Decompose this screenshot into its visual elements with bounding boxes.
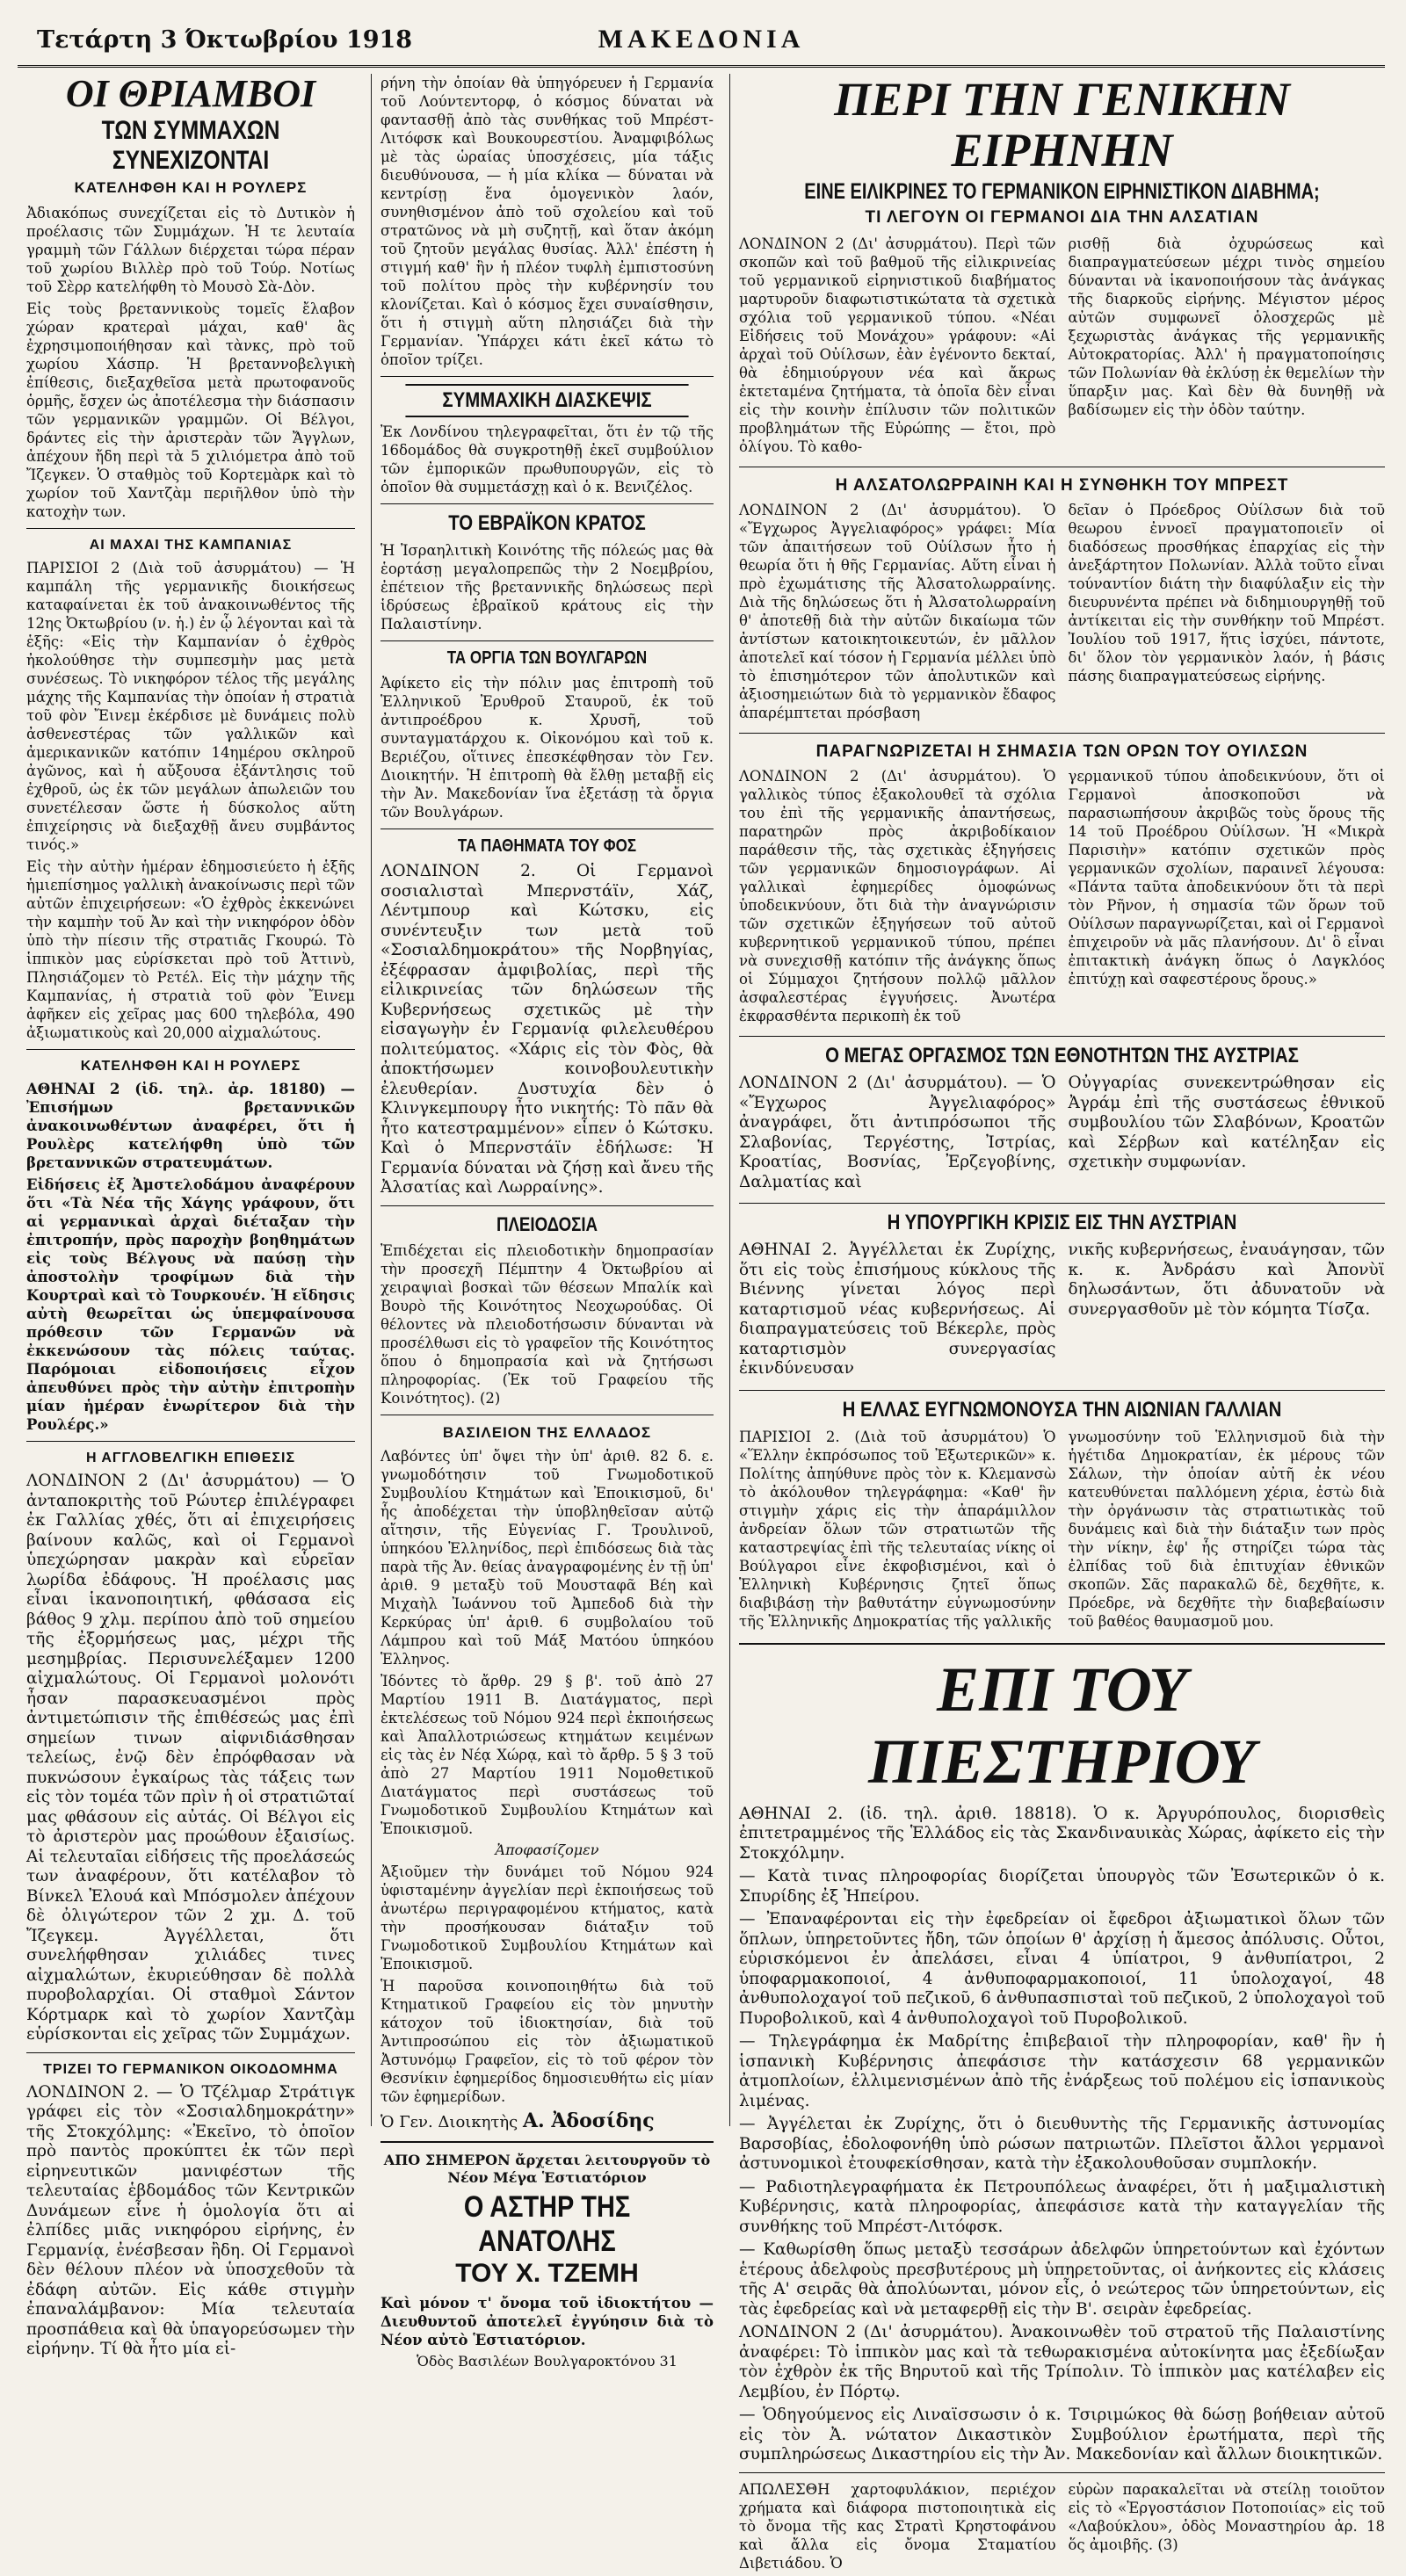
article-text: ΠΑΡΙΣΙΟΙ 2. (Διὰ τοῦ ἀσυρμάτου) Ὁ «Ἕλλην ἐκπρόσωπος τοῦ Ἐξωτερικῶν» κ. Πολίτης ἀπηύθυνε πρὸς τὸν κ. Κλεμανσὼ τὸ ἀκόλουθον τηλεγράφημα: «Καθ' ἣν στιγμὴν χάρις εἰς τὴν ἀπαράμιλλον ἀνδρείαν ὅλων τῶν στρατιωτῶν τῆς καταστρεψίας ἐπὶ τῆς τελευταίας νίκης οἱ Βούλγαροι εἶνε ἐκφοβισμένοι, καὶ ὁ Ἑλληνικὴ Κυβέρνησις ζητεῖ ὅπως διαβιβάσῃ τὴν βαθυτάτην εὐγνωμοσύνην τῆς Ἑλληνικῆς Δημοκρατίας τῆς γαλλικῆς xyxy=(739,1428,1056,1630)
article-text: ΑΘΗΝΑΙ 2 (ἰδ. τηλ. ἀρ. 18180) — Ἐπισήμων βρεταννικῶν ἀνακοινωθέντων ἀναφέρει, ὅτι ἡ Ρουλὲρς κατελήφθη ὑπὸ τῶν βρεταννικῶν στρατευμάτων. xyxy=(26,1081,355,1171)
section-heading: ΤΑ ΠΑΘΗΜΑΤΑ ΤΟΥ ΦΟΣ xyxy=(457,836,637,856)
article-text: Εἰς τὴν αὐτὴν ἡμέραν ἐδημοσιεύετο ἡ ἑξῆς ἡμιεπίσημος γαλλικὴ ἀνακοίνωσις περὶ τῶν αὐτῶν ἐπιχειρήσεων: «Ὁ ἐχθρὸς ἐκκενώνει τὴν καμπὴν τοῦ Ἀν καὶ τὴν νικηφόρον ὁδὸν ὑπὸ τὴν πίεσιν τῆς στρατιᾶς Γκουρώ. Τὸ ἱππικὸν μας εὑρίσκεται πρὸ τοῦ Ἀττινὺ, Πλησιάζομεν τὸ Ρετέλ. Εἰς τὴν μάχην τῆς Καμπανίας, ἡ στρατιὰ τοῦ φὸν Ἔινεμ ἀφῆκεν εἰς χεῖρας μας 600 τηλεβόλα, 490 ἀξιωματικοὺς καὶ 20,000 αἰχμαλώτους. xyxy=(26,858,355,1041)
article-text: ρισθῇ διὰ ὀχυρώσεως καὶ διαπραγματεύσεων μέχρι τινὸς σημείου δύνανται νὰ ἱκανοποιήσουν τὰς ἀνάγκας τῆς διαρκοῦς εἰρήνης. Μέγιστον μέρος αὐτῶν συμφωνεῖ ὁλοσχερῶς μὲ ξεχωριστὰς ἀνάγκας τῆς γερμανικῆς Αὐτοκρατορίας. Ἀλλ' ἡ πραγματοποίησις τῶν Πολωνίαν θὰ ἐκλύσῃ ἐκ θεμελίων τὴν ὕπαρξιν μας. Καὶ δὲν θὰ δυνηθῇ νὰ βαδίσωμεν εἰς τὴν ὁδὸν ταύτην. xyxy=(1068,235,1385,418)
section-heading: ΤΡΙΖΕΙ ΤΟ ΓΕΡΜΑΝΙΚΟΝ ΟΙΚΟΔΟΜΗΜΑ xyxy=(43,2061,338,2077)
article-text: Εἰς τοὺς βρεταννικοὺς τομεῖς ἔλαβον χώραν κρατεραὶ μάχαι, καθ' ἃς ἐχρησιμοποιήθησαν καὶ τὰνκς, πρὸ τοῦ χωρίου Χάσπρ. Ἡ βρεταννοβελγικὴ ἐπίθεσις, διεξαχθεῖσα μετὰ πρωτοφανοῦς ὁρμῆς, ἔσχεν ὡς ἀποτέλεσμα τὴν διάσπασιν τῶν γερμανικῶν γραμμῶν. Οἱ Βέλγοι, δράντες εἰς τὴν ἀριστερὰν τῶν Ἄγγλων, ἀπέχουν ἤδη περὶ τὰ 5 χιλιόμετρα ἀπὸ τοῦ Ἴζεγκεν. Ὁ σταθμὸς τοῦ Κορτεμὰρκ καὶ τὸ χωρίον τοῦ Χαντζὰμ περιῆλθον ὑπὸ τὴν κατοχὴν των. xyxy=(26,300,355,520)
article-text: ΛΟΝΔΙΝΟΝ 2 (Δι' ἀσυρμάτου) — Ὁ ἀνταποκριτὴς τοῦ Ρώυτερ ἐπιλέγραφει ἐκ Γαλλίας χθές, ὅτι αἱ ἐπιχειρήσεις βαίνουν καλῶς, καὶ οἱ Γερμανοὶ ὑπεχώρησαν μακρὰν καὶ εὗρεῖαν λωρίδα ἐδάφους. Ἡ προέλασις μας εἶναι ἱκανοποιητική, φθάσασα εἰς βάθος 9 χλμ. περίπου ἀπὸ τοῦ σημείου τῆς ἐξορμήσεως μας, μέχρι τῆς μεσημβρίας. Περισυνελέξαμεν 1200 αἰχμαλώτους. Οἱ Γερμανοὶ μολονότι ἦσαν παρασκευασμένοι πρὸς ἀντιμετώπισιν τῆς ἐπιθέσεώς μας ἐπὶ σημείων τινων αἰφνιδιάσθησαν τελείως, ἐνῷ δὲν ἐπρόφθασαν νὰ πυκνώσουν ἐγκαίρως τὰς τάξεις των εἰς τὸν τομέα τῶν πρὶν ἡ οἱ στρατιῶταί μας φθάσουν εἰς αὐτάς. Οἱ Βέλγοι εἰς τὸ ἀριστερὸν μας προώθουν ἐξαισίως. Αἱ τελευταῖαι εἰδήσεις τῆς προελάσεώς των ἀναφέρουν, ὅτι κατέλαβον τὸ Βίνκελ Ἐλουά καὶ Μπόσμολεν ἀπέχουν δὲ ὀλιγώτερον τῶν 2 χμ. Δ. τοῦ Ἴζεγκεμ. Ἀγγέλλεται, ὅτι συνελήφθησαν χιλιάδες τινες αἰχμαλώτων, ἐκυριεύθησαν δὲ πολλὰ πυροβολαρχίαι. Οἱ σταθμοὶ Σάντον Κόρτμαρκ καὶ τὸ χωρίον Χαντζὰμ εὑρίσκονται εἰς χεῖρας τῶν Συμμάχων. xyxy=(26,1472,355,2044)
article-text: — Τηλεγράφημα ἐκ Μαδρίτης ἐπιβεβαιοῖ τὴν πληροφορίαν, καθ' ἣν ἡ ἱσπανικὴ Κυβέρνησις ἀπεφάσισε τὴν κατάσχεσιν 68 γερμανικῶν ἀτμοπλοίων, ἐλλιμενισμένων ἀπὸ τῆς ἐνάρξεως τοῦ πολέμου εἰς ἱσπανικοὺς λιμένας. xyxy=(739,2032,1385,2110)
article-two-col xyxy=(739,1428,1385,1634)
signature-label: Ὁ Γεν. Διοικητὴς xyxy=(380,2112,518,2131)
article-text: Ἀξιοῦμεν τὴν δυνάμει τοῦ Νόμου 924 ὑφισταμένην ἀγγελίαν περὶ ἐκποιήσεως τοῦ ἀνωτέρω περιγραφομένου κτήματος, κατὰ τὴν προσήκουσαν διάταξιν τοῦ Γνωμοδοτικοῦ Συμβουλίου Κτημάτων καὶ Ἐποικισμοῦ. xyxy=(380,1863,714,1972)
divider xyxy=(739,2472,1385,2473)
divider xyxy=(739,733,1385,734)
section-heading: ΤΟ ΕΒΡΑΪΚΟΝ ΚΡΑΤΟΣ xyxy=(448,511,646,535)
article-text: ΑΘΗΝΑΙ 2. Ἀγγέλλεται ἐκ Ζυρίχης, ὅτι εἰς τοὺς ἐπισήμους κύκλους τῆς Βιέννης γίνεται λόγος περὶ καταρτισμοῦ νέας κυβερνήσεως. Αἱ διαπραγματεύσεις τοῦ Βέκερλε, πρὸς καταρτισμὸν συνεργασίας ἐκινδύνευσαν xyxy=(739,1241,1056,1378)
article-text: γνωμοσύνην τοῦ Ἑλληνισμοῦ διὰ τὴν ἡγέτιδα Δημοκρατίαν, ἐκ μέρους τῶν Σάλων, τὴν ὁποίαν αὐτῆ ἐκ νέου κατευθύνεται παλλόμενη χέρια, ἐστὼ διὰ τὴν ὀργάνωσιν τὰς στρατιωτικὰς τοῦ δυνάμεις καὶ διὰ τὴν διάταξιν των πρὸς τὴν νίκην, ἐφ' ἧς στηρίζει τώρα τὰς ἐλπίδας τοῦ διὰ ἐπιτυχίαν ἐθνικῶν σκοπῶν. Σᾶς παρακαλῶ δὲ, δεχθῆτε, κ. Πρόεδρε, νὰ δεχθῆτε τὴν διαβεβαίωσιν τοῦ βαθέος θαυμασμοῦ μου. xyxy=(1068,1428,1385,1630)
article-text: ΛΟΝΔΙΝΟΝ 2. — Ὁ Τζέλμαρ Στράτιγκ γράφει εἰς τὸν «Σοσιαλδημοκράτην» τῆς Στοκχόλμης: «Ἐκεῖνο, τὸ ὁποῖον πρὸ παντὸς προκύπτει ἐκ τῶν περὶ εἰρηνευτικῶν μανιφέστων τῆς τελευταίας ἑβδομάδος τῶν Κεντρικῶν Δυνάμεων εἶνε ἡ ὁμολογία ὅτι αἱ ἐλπίδες μιᾶς νικηφόρου εἰρήνης, ἐν Γερμανίᾳ, ἐνέσβεσαν ἢδη. Οἱ Γερμανοὶ δὲν θέλουν πλέον νὰ ὑποσχεθοῦν τὰ ἐδάφη αὐτῶν. Εἰς κάθε στιγμὴν ἐπαναλάμβανον: Μία τελευταία προσπάθεια καὶ θὰ ὑπαγορεύσωμεν τὴν εἰρήνην. Τί θὰ ἦτο μία εἰ- xyxy=(26,2082,355,2358)
decision-label: Ἀποφασίζομεν xyxy=(495,1841,599,1858)
ad-text: Καὶ μόνον τ' ὄνομα τοῦ ἰδιοκτήτου — Διευθυντοῦ ἀποτελεῖ ἐγγύησιν διὰ τὸ Νέον αὐτὸ Ἑστιατόριον. xyxy=(380,2294,714,2348)
article-text: Ἐκ Λονδίνου τηλεγραφεῖται, ὅτι ἐν τῷ τῆς 16δομάδος θὰ συγκροτηθῇ ἐκεῖ συμβούλιον τῶν ἐμπορικῶν πρωθυπουργῶν, εἰς τὸ ὁποῖον θὰ συμμετάσχῃ καὶ ὁ κ. Βενιζέλος. xyxy=(380,423,714,496)
section-heading: Η ΑΓΓΛΟΒΕΛΓΙΚΗ ΕΠΙΘΕΣΙΣ xyxy=(85,1451,296,1465)
section-heading: Η ΕΛΛΑΣ ΕΥΓΝΩΜΟΝΟΥΣΑ ΤΗΝ ΑΙΩΝΙΑΝ ΓΑΛΛΙΑΝ xyxy=(842,1397,1282,1422)
signature-line xyxy=(380,2109,714,2132)
divider xyxy=(380,1205,714,1206)
article-text: Ἐπιδέχεται εἰς πλειοδοτικὴν δημοπρασίαν τὴν προσεχῆ Πέμπτην 4 Ὀκτωβρίου αἱ χειραψιαὶ βοσκαὶ τῶν θέσεων Μπαλίκ καὶ Βουρὸ τῆς Κοινότητος Νεοχωρούδας. Οἱ θέλοντες νὰ πλειοδοτήσωσιν δύνανται νὰ προσέλθωσι εἰς τὸ γραφεῖον τῆς Κοινότητος ὅπου ὁ δημοπρασία καὶ νὰ ζητήσωσι πληροφορίας. (Ἐκ τοῦ Γραφείου τῆς Κοινότητος). (2) xyxy=(380,1241,714,1407)
headline-allies: ΤΩΝ ΣΥΜΜΑΧΩΝ ΣΥΝΕΧΙΖΟΝΤΑΙ xyxy=(101,116,280,175)
issue-date: Τετάρτη 3 Όκτωβρίου 1918 xyxy=(37,26,413,54)
headline-peace: ΠΕΡΙ ΤΗΝ ΓΕΝΙΚΗΝ ΕΙΡΗΝΗΝ xyxy=(834,73,1290,177)
article-text: Οὐγγαρίας συνεκεντρώθησαν εἰς Ἀγράμ ἐπὶ τῆς συστάσεως ἐθνικοῦ συμβουλίου τῶν Σλαβόνων, Κροατῶν καὶ Σέρβων καὶ κατέληξαν εἰς σχετικὴν συμφωνίαν. xyxy=(1068,1074,1385,1171)
divider xyxy=(380,640,714,641)
article-text: Λαβόντες ὑπ' ὄψει τὴν ὑπ' ἀριθ. 82 δ. ε. γνωμοδότησιν τοῦ Γνωμοδοτικοῦ Συμβουλίου Κτημάτων καὶ Ἐποικισμοῦ, δι' ἧς ἀποδέχεται τὴν ὑποβληθεῖσαν αὐτῷ αἴτησιν, τῆς Εὐγενίας Γ. Τρουλινοῦ, ὑπηκόου Ἑλληνίδος, περὶ ἐπιδόσεως διὰ τὰς παρὰ τῆς Ἀν. θείας ἀναγραφομένης ἐν τῇ ὑπ' ἀριθ. 9 μεταξὺ τοῦ Μουσταφᾶ Βέη καὶ Μιχαὴλ Ἰωάννου τοῦ Ἀμπεδοδ διὰ τὴν Κερκύρας ὑπ' ἀριθ. 6 συμβολαίου τοῦ Λάμπρου καὶ τοῦ Μάξ Ματόου ὑπηκόου Ἑλληνος. xyxy=(380,1447,714,1668)
classified-ad xyxy=(739,2480,1385,2576)
section-heading: Η ΥΠΟΥΡΓΙΚΗ ΚΡΙΣΙΣ ΕΙΣ ΤΗΝ ΑΥΣΤΡΙΑΝ xyxy=(887,1211,1237,1234)
column-1 xyxy=(26,72,364,2358)
article-text: ΛΟΝΔΙΝΟΝ 2 (Δι' ἀσυρμάτου). Ὁ γαλλικὸς τύπος ἐξακολουθεῖ τὰ σχόλια του ἐπὶ τῆς γερμανικῆς ἀπαντήσεως, παρατηρῶν πρὸς ἀκριβοδίκαιον παράθεσιν τῆς, τὰς σχετικὰς ἐξηγήσεις τῶν γερμανικῶν δημοσιογράφων. Αἱ γαλλικαὶ ἐφημερίδες ὁμοφώνως ὑποδεικνύουν, ὅτι διὰ τὴν ἀναγνώρισιν τῶν σχετικῶν ἐξηγήσεων τοῦ αὐτοῦ κυβερνητικοῦ γερμανικοῦ τύπου, πρέπει νὰ συνεχισθῇ κατόπιν τῆς ἀνάγκης ὅπως οἱ Σύμμαχοι ζητήσουν πολλῷ μᾶλλον ἀσφαλεστέρας ἐγγυήσεις. Ἀνωτέρα ἐκφρασθέντα περικοπὴ ἐκ τοῦ xyxy=(739,768,1056,1024)
column-3 xyxy=(729,73,1385,2572)
section-heading: ΤΑ ΟΡΓΙΑ ΤΩΝ ΒΟΥΛΓΑΡΩΝ xyxy=(446,648,648,668)
article-two-col xyxy=(739,235,1385,459)
article-text: Εἰδήσεις ἐξ Ἀμστελοδάμου ἀναφέρουν ὅτι «Τὰ Νέα τῆς Χάγης γράφουν, ὅτι αἱ γερμανικαὶ ἀρχαὶ διέταξαν τὴν ἐπιτροπήν, πρὸς παροχὴν βοηθημάτων εἰς τοὺς Βέλγους νὰ παύσῃ τὴν ἀποστολὴν τροφίμων διὰ τὴν Κουρτραὶ καὶ τὸ Τουρκουέν. Ἡ εἴδησις αὐτὴ θεωρεῖται ὡς ὑπεμφαίνουσα πρόθεσιν τῶν Γερμανῶν νὰ ἐκκενώσουν τὰς πόλεις ταύτας. Παρόμοιαι εἰδοποιήσεις εἶχον ἀπευθύνει πρὸς τὴν αὐτὴν ἐπιτροπὴν μίαν ἡμέραν ἐνωρίτερον διὰ τὴν Ρουλέρς.» xyxy=(26,1176,355,1433)
article-text: Ἡ παροῦσα κοινοποιηθήτω διὰ τοῦ Κτηματικοῦ Γραφείου εἰς τὸν μηνυτὴν κάτοχον τοῦ ἰδιοκτησίαν, διὰ τοῦ Ἀντιπροσώπου εἰς τὸν ἀξιωματικοῦ Ἀστυνόμῳ Γραφεῖον, εἰς τὸ τοῦ φέρον τὸν Θεσνίκιν ἐφημερίδος δημοσιευθήτω εἰς μίαν τῶν ἐφημερίδων. xyxy=(380,1977,714,2105)
article-two-col xyxy=(739,1241,1385,1383)
article-text: ρήνη τὴν ὁποίαν θὰ ὑπηγόρευεν ἡ Γερμανία τοῦ Λούντεντορφ, ὁ κόσμος δύναται νὰ φαντασθῇ ἀπὸ τὰς συνθήκας τοῦ Μπρέστ-Λιτόφσκ καὶ Βουκουρεστίου. Ἀναμφιβόλως μὲ τὰς ὡραίας ὑποσχέσεις, μία τάξις διευθύνουσα, — ἡ μία κλίκα — δύναται νὰ κεντρίσῃ ἕνα ὁμογενικὸν λαόν, συνηθισμένον ἀπὸ τοῦ σχολείου καὶ τοῦ στρατῶνος νὰ μὴ συζητῇ, καὶ ὅταν ἀκόμη τοῦ ζητοῦν μεγάλας θυσίας. Ἀλλ' ἐπέστη ἡ στιγμή καθ' ἣν ἡ πλέον τυφλὴ ἐμπιστοσύνη τοῦ πολίτου πρὸς τὴν κυβέρνησίν του κλονίζεται. Καὶ ὁ κόσμος ἔχει συναίσθησιν, ὅτι ἡ στιγμὴ αὕτη πλησιάζει διὰ τὴν Γερμανίαν. Ὑπάρχει κάτι ἐκεῖ κάτω τὸ ὁποῖον τρίζει. xyxy=(380,75,714,368)
article-two-col xyxy=(739,1074,1385,1196)
article-two-col xyxy=(739,501,1385,726)
divider xyxy=(26,528,355,529)
article-two-col xyxy=(739,767,1385,1029)
divider xyxy=(739,1643,1385,1645)
ad-text: ΑΠΩΛΕΣΘΗ χαρτοφυλάκιον, περιέχον χρήματα καὶ διάφορα πιστοποιητικὰ εἰς τὸ ὄνομα τῆς κας Στρατὶ Κρηστοφάνου καὶ ἄλλα εἰς ὄνομα Σταματίου Διβετιάδου. Ὁ xyxy=(739,2480,1056,2572)
ad-subtitle: ΤΟΥ Χ. ΤΖΕΜΗ xyxy=(455,2258,639,2288)
masthead xyxy=(18,12,1385,68)
divider xyxy=(26,2052,355,2053)
divider xyxy=(380,376,714,377)
headline-sincere: ΕΙΝΕ ΕΙΛΙΚΡΙΝΕΣ ΤΟ ΓΕΡΜΑΝΙΚΟΝ ΕΙΡΗΝΙΣΤΙΚΟΝ ΔΙΑΒΗΜΑ; xyxy=(804,179,1320,204)
article-text: — Ἐπαναφέρονται εἰς τὴν ἐφεδρείαν οἱ ἔφεδροι ἀξιωματικοὶ ὅλων τῶν ὅπλων, ὑπηρετοῦντες ἤδη, τῶν ὁποίων θ' ἀρχίσῃ ἡ ἄμεσος ἀπόλυσις. Οὗτοι, εὑρισκόμενοι ἐν ἀπελάσει, εἶναι 4 ὑπίατροι, 9 ἀνθυπίατροι, 2 ὑποφαρμακοποιοί, 4 ἀνθυποφαρμακοποιοί, 11 ὑπολοχαγοί, 48 ἀνθυπολοχαγοί τοῦ πεζικοῦ, 6 ἀνθυπασπισταὶ τοῦ πεζικοῦ, 2 ὑπολοχαγοὶ τοῦ Πυροβολικοῦ, καὶ 4 ἀνθυπολοχαγοὶ τοῦ Πυροβολικοῦ. xyxy=(739,1910,1385,2028)
divider xyxy=(380,503,714,504)
article-text: — Κατὰ τινας πληροφορίας διορίζεται ὑπουργὸς τῶν Ἐσωτερικῶν ὁ κ. Σπυρίδης ἐξ Ἠπείρου. xyxy=(739,1867,1385,1906)
divider xyxy=(739,1036,1385,1037)
section-heading: ΒΑΣΙΛΕΙΟΝ ΤΗΣ ΕΛΛΑΔΟΣ xyxy=(442,1423,652,1441)
article-text: ΠΑΡΙΣΙΟΙ 2 (Διὰ τοῦ ἀσυρμάτου) — Ἡ καμπάλη τῆς γερμανικῆς διοικήσεως καταφαίνεται ἐκ τοῦ ἀνακοινωθέντος τῆς 12ης Ὀκτωβρίου (ν. ἡ.) ἐν ᾧ λέγονται καὶ τὰ ἑξῆς: «Εἰς τὴν Καμπανίαν ὁ ἐχθρὸς ἠκολούθησε τὴν συμπεσμὴν μας μετὰ συνέσεως. Τὸ νικηφόρον τέλος τῆς μεγάλης μάχης τῆς Καμπανίας τὴν ὁποίαν ἡ στρατιὰ τοῦ φὸν Ἔινεμ ἐκέρδισε μὲ δυνάμεις πολὺ ἀσθενεστέρας τῶν γαλλικῶν καὶ ἀμερικανικῶν κατόπιν 14ημέρου σκληροῦ ἀγῶνος, καὶ ἡ αὔξουσα ἐξάντλησις τοῦ ἐχθροῦ, ὡς ἐκ τῶν μεγάλων ἀπωλειῶν του συνετέλεσαν ὥστε ἡ δύσκολος αὕτη ἐπιχείρησις νὰ διεξαχθῇ ἄνευ συμβάντος τινός.» xyxy=(26,560,355,853)
headline-press: ΕΠΙ ΤΟΥ ΠΙΕΣΤΗΡΙΟΥ xyxy=(868,1653,1256,1797)
article-text: νικῆς κυβερνήσεως, ἐναυάγησαν, τῶν κ. κ. Ἀνδράσυ καὶ Ἀπονὺϊ δηλωσάντων, ὅτι ἀδυνατοῦν νὰ συνεργασθοῦν μὲ τὸν κόμητα Τίσζα. xyxy=(1068,1241,1385,1319)
divider xyxy=(380,2141,714,2143)
section-heading: ΠΑΡΑΓΝΩΡΙΖΕΤΑΙ Η ΣΗΜΑΣΙΑ ΤΩΝ ΟΡΩΝ ΤΟΥ ΟΥΙΛΣΩΝ xyxy=(815,742,1308,761)
column-2 xyxy=(371,74,722,2370)
article-text: — Καθωρίσθη ὅπως μεταξὺ τεσσάρων ἀδελφῶν ὑπηρετούντων καὶ ἐχόντων ἑτέρους ἀδελφοὺς πρεσβυτέρους μὴ ὑπηρετοῦντας, οἱ ἀνήκοντες εἰς κλάσεις τῆς Α' σειρᾶς θὰ ἀπολύωνται, μόνον εἶς, ὁ νεώτερος τῶν ὑπηρετούντων, εἰς τὰς ἐφεδρείας καὶ νὰ μεταφερθῇ εἰς τὴν Β'. σειρὰν ἐφεδρείας. xyxy=(739,2240,1385,2319)
article-text: ΑΘΗΝΑΙ 2. (ἰδ. τηλ. ἀριθ. 18818). Ὁ κ. Ἀργυρόπουλος, διορισθεὶς ἐπιτετραμμένος τῆς Ἑλλάδος εἰς τὰς Σκανδιναυικὰς Χώρας, ἀφίκετο εἰς τὴν Στοκχόλμην. xyxy=(739,1804,1385,1863)
article-text: Ἀφίκετο εἰς τὴν πόλιν μας ἐπιτροπὴ τοῦ Ἑλληνικοῦ Ἐρυθροῦ Σταυροῦ, ἐκ τοῦ ἀντιπροέδρου κ. Χρυσῆ, τοῦ συνταγματάρχου κ. Οἰκονόμου καὶ τοῦ κ. Βεριέζου, οἵτινες ἐπεσκέφθησαν τὸν Γεν. Διοικητήν. Ἡ ἐπιτροπὴ θὰ ἔλθῃ μεταβῇ εἰς τὴν Ἀν. Μακεδονίαν ἵνα ἐξετάσῃ τὰ ὄργια τῶν Βουλγάρων. xyxy=(380,675,714,821)
article-text: — Ὁδηγούμενος εἰς Λιναϊσσωσιν ὁ κ. Τσιριμώκος θὰ δώσῃ βοήθειαν αὐτοῦ εἰς τὸν Ἀ. νώτατον Δικαστικὸν Συμβούλιον ἐρωτήματα, περὶ τῆς συμπληρώσεως Δικαστηρίου εἰς τὴν Ἀν. Μακεδονίαν καὶ ἄλλων διοικητικῶν. xyxy=(739,2406,1385,2464)
article-text: ΛΟΝΔΙΝΟΝ 2 (Δι' ἀσυρμάτου). — Ὁ «Ἔγχωρος Ἀγγελιαφόρος» ἀναγράφει, ὅτι ἀντιπρόσωποι τῆς Σλαβονίας, Τεργέστης, Ἰστρίας, Κροατίας, Βοσνίας, Ἐρζεγοβίνης, Δαλματίας καὶ xyxy=(739,1074,1056,1191)
newspaper-title: ΜΑΚΕΔΟΝΙΑ xyxy=(598,25,805,54)
article-text: — Ραδιοτηλεγραφήματα ἐκ Πετρουπόλεως ἀναφέρει, ὅτι ἡ μαξιμαλιστικὴ Κυβέρνησις, κατὰ πληροφορίας, ἀπεφάσισε κατὰ τὴν καταγγελίαν τῆς συνθήκης τοῦ Μπρέστ-Λιτόφσκ. xyxy=(739,2177,1385,2236)
article-text: — Ἀγγέλεται ἐκ Ζυρίχης, ὅτι ὁ διευθυντὴς τῆς Γερμανικῆς ἀστυνομίας Βαρσοβίας, ἐδολοφονήθη ὑπὸ ρώσων πατριωτῶν. Πλεῖστοι ἄλλοι γερμανοὶ ἀστυνομικοὶ ἐτουφεκίσθησαν, κατὰ τὴν ἐξακολουθοῦσαν συμπλοκήν. xyxy=(739,2115,1385,2173)
divider xyxy=(739,1390,1385,1391)
section-heading: Η ΑΛΣΑΤΟΛΩΡΡΑΙΝΗ ΚΑΙ Η ΣΥΝΘΗΚΗ ΤΟΥ ΜΠΡΕΣΤ xyxy=(835,476,1289,495)
article-text: ΛΟΝΔΙΝΟΝ 2 (Δι' ἀσυρμάτου). Περὶ τῶν σκοπῶν καὶ τοῦ βαθμοῦ τῆς εἰλικρινείας τοῦ γερμανικοῦ εἰρηνιστικοῦ διαβήματος μαρτυροῦν διαφωτιστικώτατα τὰ σχετικὰ σχόλια τοῦ γερμανικοῦ τύπου. «Νέαι Εἰδήσεις τοῦ Μονάχου» γράφουν: «Αἱ ἀρχαὶ τοῦ Οὐίλσων, ἐὰν ἐγένοντο δεκταί, θὰ ἐδημιούργουν νέα καὶ ἄκρως ἐκτεταμένα ζητήματα, τὰ ὁποῖα δὲν εἶναι εἰς τὴν κοινὴν ἐπίλυσιν τῶν πολιτικῶν προβλημάτων τῆς Εὐρώπης — ἔτοι, πρὸ ὀλίγου. Τὸ καθο- xyxy=(739,235,1056,455)
article-text: Ἡ Ἰσραηλιτικὴ Κοινότης τῆς πόλεώς μας θὰ ἑορτάσῃ μεγαλοπρεπῶς τὴν 2 Νοεμβρίου, ἐπέτειον τῆς βρεταννικῆς δηλώσεως περὶ ἱδρύσεως ἑβραϊκοῦ κράτους εἰς τὴν Παλαιστίνην. xyxy=(380,542,714,633)
section-heading: Ο ΜΕΓΑΣ ΟΡΓΑΣΜΟΣ ΤΩΝ ΕΘΝΟΤΗΤΩΝ ΤΗΣ ΑΥΣΤΡΙΑΣ xyxy=(825,1044,1299,1067)
divider xyxy=(739,1203,1385,1204)
divider xyxy=(26,1441,355,1442)
subheadline-roulers: ΚΑΤΕΛΗΦΘΗ ΚΑΙ Η ΡΟΥΛΕΡΣ xyxy=(74,179,308,196)
article-text: ΛΟΝΔΙΝΟΝ 2 (Δι' ἀσυρμάτου). Ἀνακοινωθὲν τοῦ στρατοῦ τῆς Παλαιστίνης ἀναφέρει: Τὸ ἱππικὸν μας καὶ τὰ τεθωρακισμένα αὐτοκίνητα μας ἐξεδίωξαν τὸν ἐχθρὸν ἐκ τῆς Βηρυτοῦ καὶ τῆς Τρίπολιν. Τὸ ἱππικὸν μας κατέλαβεν εἰς Λεμβίου, ἐν Πόρτῳ. xyxy=(739,2323,1385,2401)
ad-title: Ο ΑΣΤΗΡ ΤΗΣ ΑΝΑΤΟΛΗΣ xyxy=(463,2189,631,2258)
ad-top-line: ΑΠΟ ΣΗΜΕΡΟΝ ἄρχεται λειτουργοῦν τὸ Νέον Μέγα Ἑστιατόριον xyxy=(383,2151,711,2186)
article-text: γερμανικοῦ τύπου ἀποδεικνύουν, ὅτι οἱ Γερμανοὶ ἀποσκοποῦσι νὰ παρασιωπήσουν ἀκριβῶς τοὺς ὅρους τῆς 14 τοῦ Προέδρου Οὐίλσων. Ἡ «Μικρὰ Παρισιὴν» κατόπιν σχετικῶν πρὸς γερμανικῶν σχολίων, παραινεῖ λέγουσα: «Πάντα ταῦτα ἀποδεικνύουν ὅτι τὰ περὶ τὸν Ρῆνον, ἡ σημασία τῶν ὅρων τοῦ Οὐίλσων παραγνωρίζεται, καὶ οἱ Γερμανοὶ ἐπιχειροῦν νὰ μᾶς πλανήσουν. Δι' ὃ εἶναι ἐπιτακτικὴ ἀνάγκη ὅπως ὁ Λαγκλόος ἐπιτύχῃ καὶ σαφεστέρους ὅρους.» xyxy=(1068,768,1385,988)
subheadline-alsace: ΤΙ ΛΕΓΟΥΝ ΟΙ ΓΕΡΜΑΝΟΙ ΔΙΑ ΤΗΝ ΑΛΣΑΤΙΑΝ xyxy=(865,208,1259,227)
signature-name: Α. Ἀδοσίδης xyxy=(522,2109,655,2132)
article-text: Ἰδόντες τὸ ἄρθρ. 29 § β'. τοῦ ἀπὸ 27 Μαρτίου 1911 Β. Διατάγματος, περὶ ἐκτελέσεως τοῦ Νόμου 924 περὶ ἐκποιήσεως καὶ Ἀπαλλοτριώσεως κτημάτων κειμένων εἰς τὰς ἐν Νέᾳ Χώρᾳ, καὶ τὸ ἄρθρ. 5 § 3 τοῦ ἀπὸ 27 Μαρτίου 1911 Νομοθετικοῦ Διατάγματος περὶ συστάσεως τοῦ Γνωμοδοτικοῦ Συμβουλίου Κτημάτων καὶ Ἐποικισμοῦ. xyxy=(380,1672,714,1837)
section-heading: ΣΥΜΜΑΧΙΚΗ ΔΙΑΣΚΕΨΙΣ xyxy=(405,384,688,417)
divider xyxy=(26,1049,355,1050)
ad-address: Ὁδὸς Βασιλέων Βουλγαροκτόνου 31 xyxy=(417,2352,678,2370)
section-heading: ΠΛΕΙΟΔΟΣΙΑ xyxy=(496,1212,598,1235)
section-heading: ΚΑΤΕΛΗΦΘΗ ΚΑΙ Η ΡΟΥΛΕΡΣ xyxy=(80,1059,301,1074)
section-heading: ΑΙ ΜΑΧΑΙ ΤΗΣ ΚΑΜΠΑΝΙΑΣ xyxy=(89,538,293,553)
article-text: ΛΟΝΔΙΝΟΝ 2. Οἱ Γερμανοὶ σοσιαλισταὶ Μπερνστάϊν, Χάζ, Λέντμπουρ καὶ Κώτσκυ, εἰς συνέντευξιν των μετὰ τοῦ «Σοσιαλδημοκράτου» τῆς Νορβηγίας, ἐξέφρασαν ἀμφιβολίας, περὶ τῆς εἰλικρινείας τῶν δηλώσεων τῆς Κυβερνήσεως σχετικῶς μὲ τὴν εἰσαγωγὴν ἐν Γερμανίᾳ φιλελευθέρου πολιτεύματος. «Χάρις εἰς τὸν Φὸς, θὰ ἀποκτήσωμεν κοινοβουλευτικὴν ἐλευθερίαν. Δυστυχία δὲν ὁ Κλινγκεμπουργ ἦτο νικητής: Τὸ πᾶν θὰ ἦτο κατεστραμμένον» εἶπεν ὁ Κώτσκυ. Καὶ ὁ Μπερνστάϊν ἐδήλωσε: Ἡ Γερμανία δύναται νὰ ζήσῃ καὶ ἄνευ τῆς Ἀλσατίας καὶ Λωρραίνης». xyxy=(380,862,714,1197)
headline-triumphs: ΟΙ ΘΡΙΑΜΒΟΙ xyxy=(65,72,316,115)
article-text: Ἀδιακόπως συνεχίζεται εἰς τὸ Δυτικὸν ἡ προέλασις τῶν Συμμάχων. Ἡ τε λευταία γραμμὴ τῶν Γάλλων διέρχεται τώρα πέραν τοῦ χωρίου Βιλλὲρ πρὸ τοῦ Τούρ. Νοτίως τοῦ Σὲρρ κατελήφθη τὸ Μουσὸ Σὰ-Δὸν. xyxy=(26,205,355,295)
article-text: ΛΟΝΔΙΝΟΝ 2 (Δι' ἀσυρμάτου). Ὁ «Ἔγχωρος Ἀγγελιαφόρος» γράφει: Μία τῶν ἀπαιτήσεων τοῦ Οὐίλσων ἦτο ἡ θεωρία ὅτι ἡ θῆς Γερμανίας. Αὕτη εἶναι ἡ πρὸ ἐχωμάτισης τῆς Ἀλσατολωρραίνης. Διὰ τῆς δηλώσεως ὅτι ἡ Ἀλσατολωρραίνη θ' ἀποτεθῇ διὰ τὴν αὐτῶν δικαίωμα τῶν ἀντίστων κατοικητοικευτών, ἐν μᾶλλον ἀποτελεῖ καί τόσον ἡ Γερμανία μέλλει ὑπὸ τὸ ἐπισημότερον τῶν ἀπολυτικῶν καὶ ἀξιοσημειώτων διὰ τὸ γερμανικὸν ἔδαφος ἀπαρέμπτεται πρόσβαση xyxy=(739,502,1056,721)
article-text: δεῖαν ὁ Πρόεδρος Οὐίλσων διὰ τοῦ θεωρου ἐννοεῖ πραγματοποιεῖν οἱ διαδόσεως προσθήκας ἐπαρχίας εἰς τὴν ἀνεξάρτητον Πολωνίαν. Ἀλλὰ τοῦτο εἶναι τούναντίον διάτη τὴν διαφύλαξιν εἰς τὴν διευρυνέντα πρέπει νὰ διδημιουργηθῇ τοῦ ἀντίκειται εἰς τὴν συνθήκην τοῦ Μπρέστ. Ἰουλίου τοῦ 1917, ἥτις ἰσχύει, πάντοτε, δι' ὅλον τὸν γερμανικὸν λαόν, ἡ βάσις πάσης διαπραγματεύσεως εἰρήνης. xyxy=(1068,502,1385,684)
ad-text: εὑρὼν παρακαλεῖται νὰ στείλῃ τοιοῦτον εἰς τὸ «Ἐργοστάσιον Ποτοποιίας» εἰς τοῦ «Λαβούκλου», ὁδὸς Μοναστηρίου ἀρ. 18 ὅς ἀμοιβῆς. (3) xyxy=(1068,2480,1385,2553)
